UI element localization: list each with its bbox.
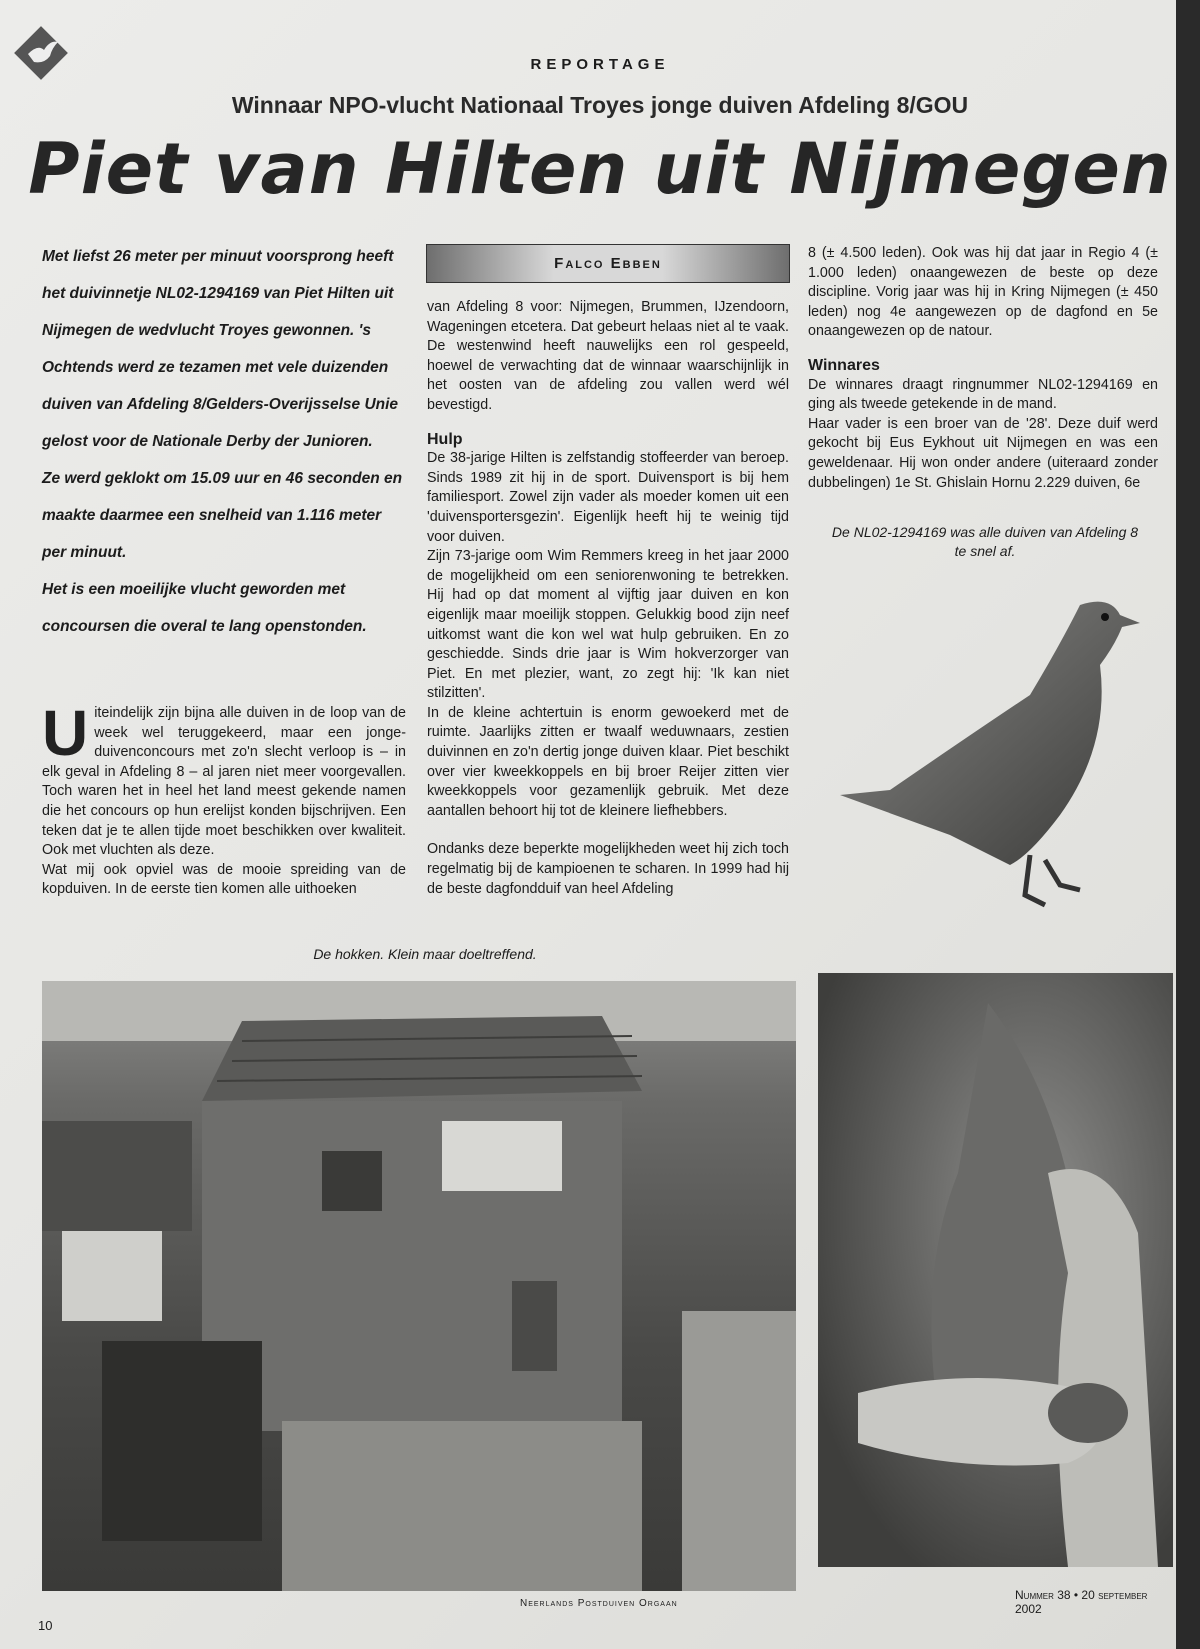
left-column-body: [42, 697, 406, 900]
body-text: De winnares draagt ringnummer NL02-1294169 en ging als tweede getekende in de mand.: [808, 376, 1158, 413]
body-text: Zijn 73-jarige oom Wim Remmers kreeg in het jaar 2000 de mogelijkheid om een seniorenwoning te betrekken. Hij had op dat moment al vijftig jaar duiven en kon eigenlijk maar moeilijk stoppen. Gelukkig bood zijn neef uitkomst want die kon wel wat hulp gebruiken. En zo geschiedde. Sinds drie jaar is Wim hokverzorger van Piet. En met plezier, want, zo zegt hij: 'Ik kan niet stilzitten'.: [427, 548, 789, 702]
right-column-body: [808, 244, 1158, 493]
section-heading: Hulp: [427, 430, 463, 448]
article-subtitle: Winnaar NPO-vlucht Nationaal Troyes jonge duiven Afdeling 8/GOU: [231, 92, 969, 118]
issue-info: Nummer 38 • 20 september 2002: [1015, 1588, 1148, 1616]
body-text: van Afdeling 8 voor: Nijmegen, Brummen, IJzendoorn, Wageningen etcetera. Dat gebeurt helaas niet al te vaak. De westenwind heeft nauwelijks een rol gespeeld, hoewel de verwachting dat de winnaar waarschijnlijk in het oosten van de afdeling zou vallen werd wél bevestigd.: [427, 299, 789, 413]
pigeon-in-hand-photo: [818, 973, 1173, 1567]
body-text: Haar vader is een broer van de '28'. Deze duif werd gekocht bij Eus Eykhout uit Nijmegen en was een geweldenaar. Hij won onder andere (uiteraard zonder dubbelingen) 1e St. Ghislain Hornu 2.229 duiven, 6e: [808, 415, 1158, 491]
lead-text: Het is een moeilijke vlucht geworden met concoursen die overal te lang openstonden.: [42, 581, 367, 635]
hand-photo-illustration: [818, 973, 1173, 1567]
author-byline: Falco Ebben: [426, 244, 790, 283]
body-text: iteindelijk zijn bijna alle duiven in de loop van de week wel teruggekeerd, maar een jonge-duivenconcours met zo'n slecht verloop is – in elk geval in Afdeling 8 – al jaren niet meer voorgevallen. Toch waren het in heel het land meest gekende namen die het concours op hun erelijst konden bijschrijven. Een teken dat je te allen tijde moet beschikken over kwaliteit. Ook met vluchten als deze.: [42, 705, 406, 859]
lead-text: Ze werd geklokt om 15.09 uur en 46 seconden en maakte daarmee een snelheid van 1.116 meter per minuut.: [42, 470, 403, 561]
loft-caption: De hokken. Klein maar doeltreffend.: [313, 946, 537, 962]
lead-text: Met liefst 26 meter per minuut voorsprong heeft het duivinnetje NL02-1294169 van Piet Hilten uit Nijmegen de wedvlucht Troyes gewonnen. 's Ochtends werd ze tezamen met vele duizenden duiven van Afdeling 8/Gelders-Overijsselse Unie gelost voor de Nationale Derby der Junioren.: [42, 248, 399, 450]
lead-paragraph: [42, 238, 407, 645]
body-text: Ondanks deze beperkte mogelijkheden weet hij zich toch regelmatig bij de kampioenen te scharen. In 1999 had hij de beste dagfondduif van heel Afdeling: [427, 841, 789, 897]
pigeon-caption: De NL02-1294169 was alle duiven van Afdeling 8 te snel af.: [831, 524, 1139, 559]
magazine-name: Neerlands Postduiven Orgaan: [520, 1598, 678, 1609]
body-text: In de kleine achtertuin is enorm gewoekerd met de ruimte. Jaarlijks zitten er twaalf weduwnaars, zestien duivinnen en zo'n dertig jonge duiven klaar. Piet beschikt over vier kweekkoppels en bij broer Reijer zitten vier kweekkoppels voor gezamenlijk gebruik. Met deze aantallen behoort hij tot de kleinere liefhebbers.: [427, 704, 789, 819]
section-kicker: REPORTAGE: [530, 56, 670, 73]
pigeon-loft-photo: [42, 981, 796, 1591]
body-text: De 38-jarige Hilten is zelfstandig stoffeerder van beroep. Sinds 1989 zit hij in de sport. Duivensport is bij hem familiesport. Zowel zijn vader als moeder komen uit een 'duivensportersgezin'. Eigenlijk heeft hij te weinig tijd voor duiven.: [427, 450, 789, 545]
page-number: 10: [38, 1618, 53, 1633]
pigeon-photo: [830, 585, 1160, 930]
middle-column-body: [427, 298, 789, 899]
body-text: Wat mij ook opviel was de mooie spreiding van de kopduiven. In de eerste tien komen alle uithoeken: [42, 861, 406, 898]
drop-cap: U: [42, 697, 89, 769]
section-heading: Winnares: [808, 356, 880, 374]
body-text: 8 (± 4.500 leden). Ook was hij dat jaar in Regio 4 (± 1.000 leden) onaangewezen de beste op deze discipline. Vorig jaar was hij in Kring Nijmegen (± 450 leden) nog 4e aangewezen op de dagfond en 5e onaangewezen op de natour.: [808, 245, 1158, 340]
loft-photo-illustration: [42, 981, 796, 1591]
article-title: Piet van Hilten uit Nijmegen: [28, 128, 1172, 210]
